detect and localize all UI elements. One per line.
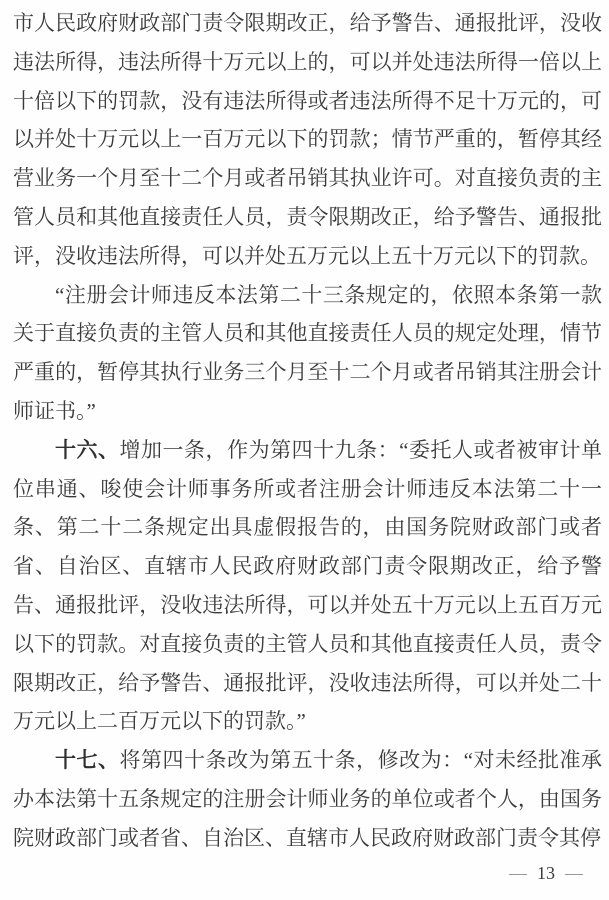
page-number-value: 13 [537, 863, 555, 883]
paragraph-item-16 [13, 431, 602, 741]
paragraph-continuation [13, 4, 602, 276]
page-number [509, 863, 583, 884]
paragraph-text: 将第四十条改为第五十条，修改为：“对未经批准承办本法第十五条规定的注册会计师业务的单位或者个人，由国务院财政部门或者省、自治区、直辖市人民政府财政部门责令其停 [13, 748, 603, 850]
paragraph-text: “注册会计师违反本法第二十三条规定的，依照本条第一款关于直接负责的主管人员和其他直接责任人员的规定处理，情节严重的，暂停其执行业务三个月至十二个月或者吊销其注册会计师证书。” [13, 282, 602, 423]
page-number-dash-left: — [509, 863, 527, 883]
paragraph-text: 增加一条，作为第四十九条：“委托人或者被审计单位串通、唆使会计师事务所或者注册会计师违反本法第二十一条、第二十二条规定出具虚假报告的，由国务院财政部门或者省、自治区、直辖市人民政府财政部门责令限期改正，给予警告、通报批评，没收违法所得，可以并处五十万元以上五百万元以下的罚款。对直接负责的主管人员和其他直接责任人员，责令限期改正，给予警告、通报批评，没收违法所得，可以并处二十万元以上二百万元以下的罚款。” [13, 437, 603, 734]
paragraph-lead: 十七、 [55, 748, 120, 773]
paragraph-text: 市人民政府财政部门责令限期改正，给予警告、通报批评，没收违法所得，违法所得十万元以上的，可以并处违法所得一倍以上十倍以下的罚款，没有违法所得或者违法所得不足十万元的，可以并处十万元以上一百万元以下的罚款；情节严重的，暂停其经营业务一个月至十二个月或者吊销其执业许可。对直接负责的主管人员和其他直接责任人员，责令限期改正，给予警告、通报批评，没收违法所得，可以并处五万元以上五十万元以下的罚款。 [13, 11, 602, 268]
paragraph-item-17 [13, 741, 602, 857]
document-body [13, 4, 602, 858]
paragraph-lead: 十六、 [55, 437, 120, 462]
page-number-dash-right: — [565, 863, 583, 883]
paragraph-quoted-clause [13, 276, 602, 431]
